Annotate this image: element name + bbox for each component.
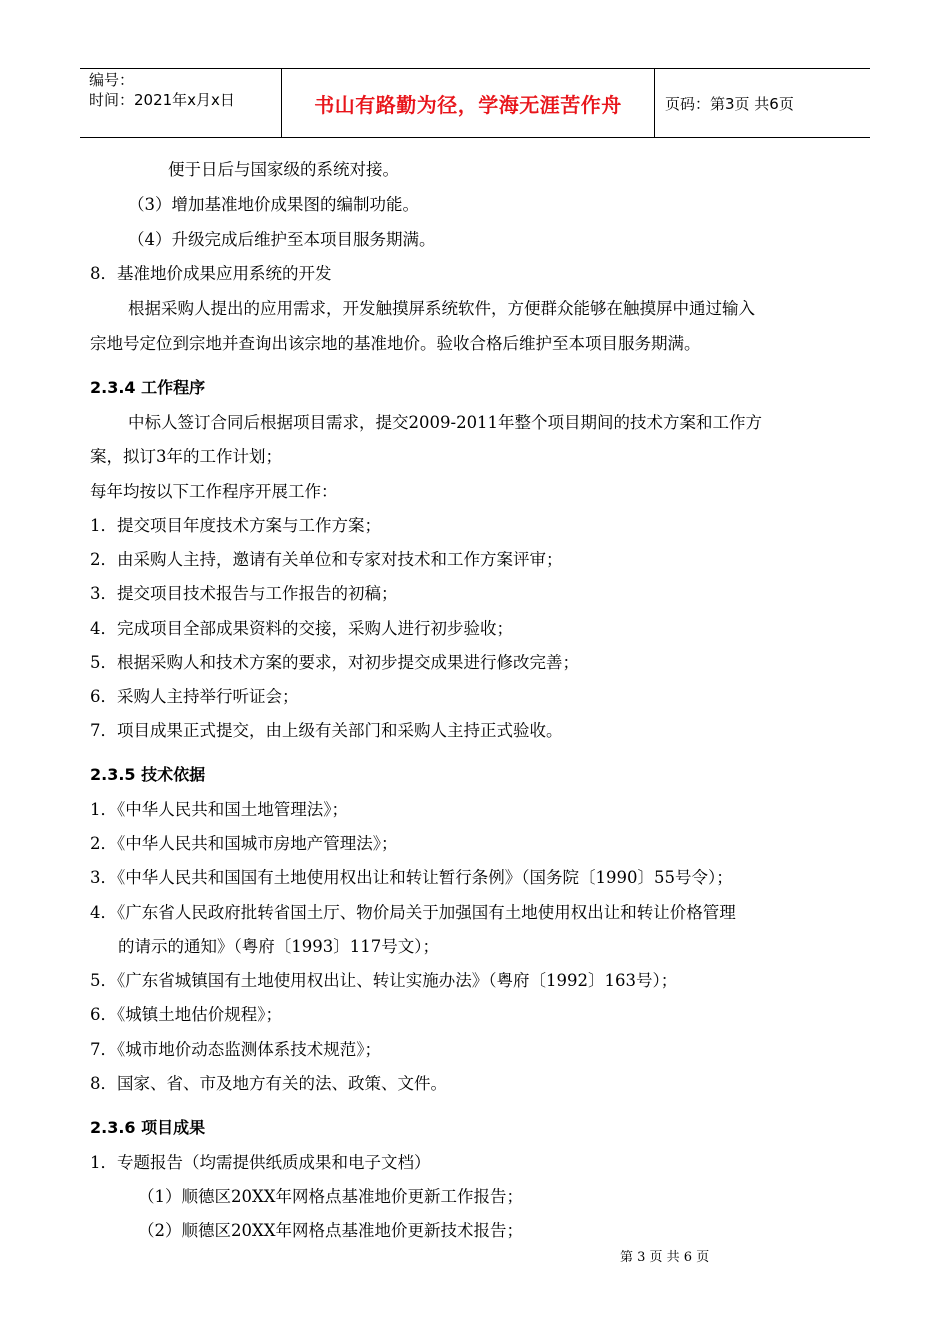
list-item: 4．完成项目全部成果资料的交接，采购人进行初步验收；: [90, 619, 513, 638]
paragraph-line: 中标人签订合同后根据项目需求，提交2009-2011年整个项目期间的技术方案和工作方: [128, 413, 763, 432]
list-item: 2．《中华人民共和国城市房地产管理法》；: [90, 834, 398, 853]
list-item: 3．《中华人民共和国国有土地使用权出让和转让暂行条例》（国务院〔1990〕55号令）；: [90, 868, 733, 887]
doc-number: 编号：: [89, 71, 135, 89]
list-item: 6．《城镇土地估价规程》；: [90, 1005, 282, 1024]
doc-date: 时间：2021年x月x日: [89, 91, 235, 109]
list-item: 1．提交项目年度技术方案与工作方案；: [90, 516, 381, 535]
paragraph-line: 根据采购人提出的应用需求，开发触摸屏系统软件，方便群众能够在触摸屏中通过输入: [128, 299, 755, 318]
paragraph-line: 宗地号定位到宗地并查询出该宗地的基准地价。验收合格后维护至本项目服务期满。: [90, 334, 701, 353]
sub-list-item: （2）顺德区20XX年网格点基准地价更新技术报告；: [138, 1221, 523, 1240]
list-item: 1．专题报告（均需提供纸质成果和电子文档）: [90, 1153, 431, 1172]
list-item: 4．《广东省人民政府批转省国土厅、物价局关于加强国有土地使用权出让和转让价格管理: [90, 903, 736, 922]
paragraph-line: 每年均按以下工作程序开展工作：: [90, 482, 338, 501]
list-item: 7．项目成果正式提交，由上级有关部门和采购人主持正式验收。: [90, 721, 563, 740]
list-item: 1．《中华人民共和国土地管理法》；: [90, 800, 348, 819]
page-footer: 第 3 页 共 6 页: [620, 1250, 710, 1265]
list-item: 7．《城市地价动态监测体系技术规范》；: [90, 1040, 381, 1059]
header-meta: [80, 69, 282, 137]
header-page-number: 页码：第3页 共6页: [665, 94, 794, 113]
page-header: [80, 68, 870, 138]
list-item: 5．根据采购人和技术方案的要求，对初步提交成果进行修改完善；: [90, 653, 579, 672]
section-heading-2-3-6: 2.3.6 项目成果: [90, 1118, 206, 1137]
list-item: 3．提交项目技术报告与工作报告的初稿；: [90, 584, 398, 603]
body-line: （3）增加基准地价成果图的编制功能。: [128, 195, 419, 214]
list-item: 2．由采购人主持，邀请有关单位和专家对技术和工作方案评审；: [90, 550, 563, 569]
list-item: 8．国家、省、市及地方有关的法、政策、文件。: [90, 1074, 447, 1093]
list-item-heading: 8．基准地价成果应用系统的开发: [90, 264, 332, 283]
section-heading-2-3-5: 2.3.5 技术依据: [90, 765, 206, 784]
section-heading-2-3-4: 2.3.4 工作程序: [90, 378, 206, 397]
body-line: 便于日后与国家级的系统对接。: [168, 160, 399, 179]
list-item: 5．《广东省城镇国有土地使用权出让、转让实施办法》（粤府〔1992〕163号）；: [90, 971, 678, 990]
list-item: 6．采购人主持举行听证会；: [90, 687, 299, 706]
list-item-continuation: 的请示的通知》（粤府〔1993〕117号文）；: [118, 937, 439, 956]
header-motto: 书山有路勤为径，学海无涯苦作舟: [282, 69, 655, 137]
sub-list-item: （1）顺德区20XX年网格点基准地价更新工作报告；: [138, 1187, 523, 1206]
body-line: （4）升级完成后维护至本项目服务期满。: [128, 230, 436, 249]
paragraph-line: 案，拟订3年的工作计划；: [90, 447, 282, 466]
